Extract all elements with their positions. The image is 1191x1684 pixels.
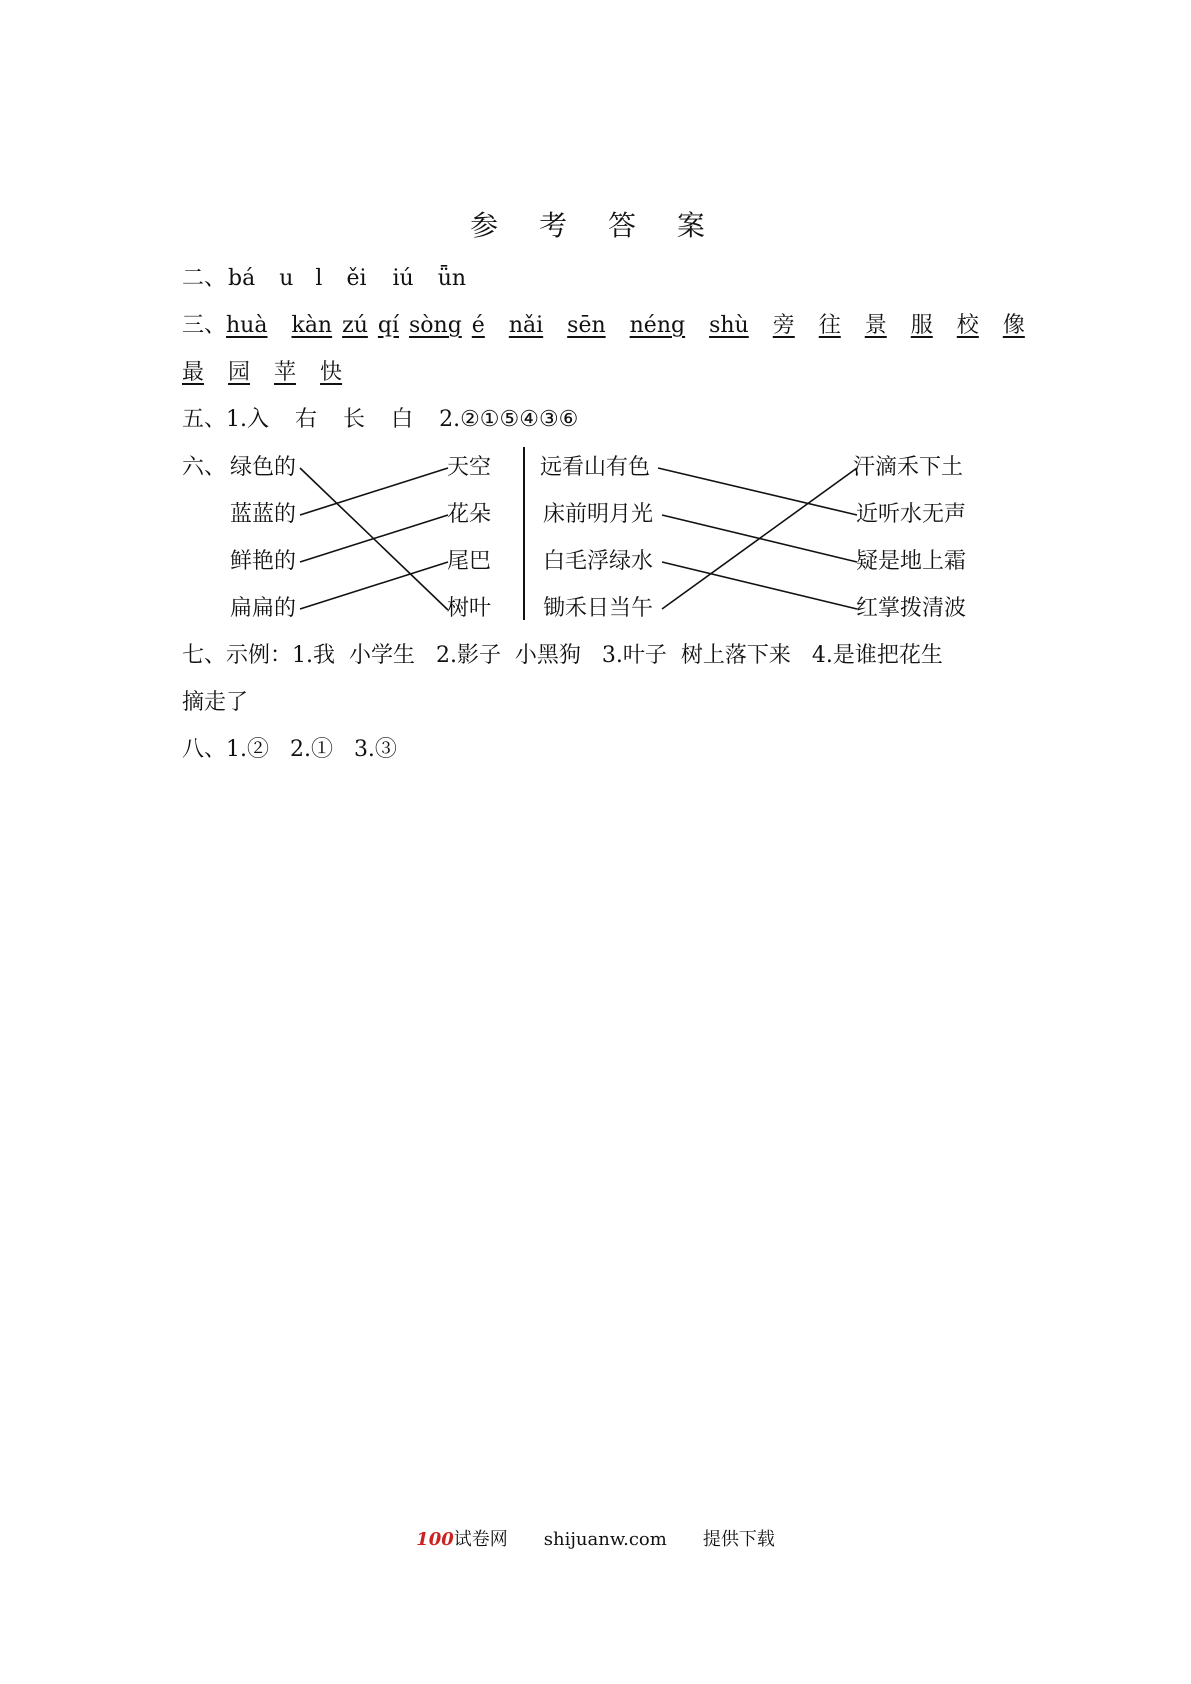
match-line [662, 562, 857, 609]
pinyin-answer: iú [392, 266, 414, 291]
page-title: 参 考 答 案 [470, 209, 721, 242]
character-answer: 最 [182, 360, 205, 385]
character-answer: 像 [1002, 313, 1025, 338]
character-answer: 快 [320, 360, 343, 385]
match-right-word: 天空 [447, 455, 492, 480]
pinyin-answer: huà [226, 313, 268, 338]
character-answer: 长 [343, 407, 366, 432]
match-left-word: 鲜艳的 [230, 549, 297, 574]
match-line [300, 468, 448, 515]
match-line [662, 515, 857, 562]
pinyin-answer: sēn [567, 313, 606, 338]
pinyin-answer: ǖn [437, 266, 467, 291]
footer [0, 1528, 1191, 1552]
match-line [300, 562, 448, 609]
poem-first-line: 远看山有色 [540, 455, 651, 480]
character-answer: 旁 [772, 313, 795, 338]
pinyin-answer: qí [377, 313, 399, 338]
pinyin-answer: u [279, 266, 294, 291]
section-6-label: 六、 [182, 455, 227, 480]
order-answer: 2.②①⑤④③⑥ [439, 407, 579, 432]
character-answer: 服 [910, 313, 933, 338]
character-answer: 校 [956, 313, 979, 338]
match-right-word: 花朵 [447, 502, 492, 527]
site-logo: 100 [416, 1529, 454, 1550]
section-3-label: 三、 [182, 313, 227, 338]
pinyin-answer: shù [709, 313, 749, 338]
pinyin-answer: zú [342, 313, 368, 338]
match-line [662, 468, 857, 609]
section-5-label: 五、 [182, 407, 227, 432]
section-3-row1 [182, 311, 1025, 341]
pinyin-answer: ěi [346, 266, 367, 291]
character-answer: 园 [228, 360, 251, 385]
part1-prefix: 1. [226, 407, 248, 432]
section-2 [182, 264, 466, 294]
character-answer: 白 [391, 407, 414, 432]
match-right-word: 尾巴 [447, 549, 492, 574]
character-answer: 往 [818, 313, 841, 338]
poem-first-line: 床前明月光 [543, 502, 654, 527]
character-answer: 苹 [274, 360, 297, 385]
match-line [658, 468, 857, 515]
poem-second-line: 红掌拨清波 [856, 596, 967, 621]
match-left-word: 扁扁的 [230, 596, 297, 621]
section-2-label: 二、 [182, 266, 227, 291]
site-link[interactable]: shijuanw.com [543, 1529, 667, 1550]
section-7-line2: 摘走了 [182, 690, 249, 715]
poem-second-line: 疑是地上霜 [856, 549, 967, 574]
pinyin-answer: é [471, 313, 485, 338]
section-8: 八、1.② 2.① 3.③ [182, 737, 397, 762]
column-divider [523, 447, 525, 620]
character-answer: 入 [247, 407, 270, 432]
poem-second-line: 近听水无声 [856, 502, 967, 527]
pinyin-answer: bá [228, 266, 256, 291]
pinyin-answer: sòng [409, 313, 462, 338]
character-answer: 景 [864, 313, 887, 338]
site-logo-text: 试卷网 [453, 1529, 508, 1550]
poem-first-line: 锄禾日当午 [543, 596, 654, 621]
section-7-line1: 七、示例：1.我 小学生 2.影子 小黑狗 3.叶子 树上落下来 4.是谁把花生 [182, 643, 943, 668]
pinyin-answer: nǎi [508, 313, 544, 338]
poem-second-line: 汗滴禾下土 [853, 455, 964, 480]
match-left-word: 蓝蓝的 [230, 502, 297, 527]
match-line [300, 468, 448, 610]
section-5 [182, 405, 578, 435]
pinyin-answer: kàn [291, 313, 333, 338]
pinyin-answer: néng [629, 313, 686, 338]
poem-first-line: 白毛浮绿水 [543, 549, 654, 574]
footer-note: 提供下载 [702, 1529, 775, 1550]
match-left-word: 绿色的 [230, 455, 297, 480]
match-line [300, 515, 448, 562]
pinyin-answer: l [315, 266, 323, 291]
match-right-word: 树叶 [447, 596, 492, 621]
character-answer: 右 [295, 407, 318, 432]
section-3-row2 [182, 358, 342, 388]
